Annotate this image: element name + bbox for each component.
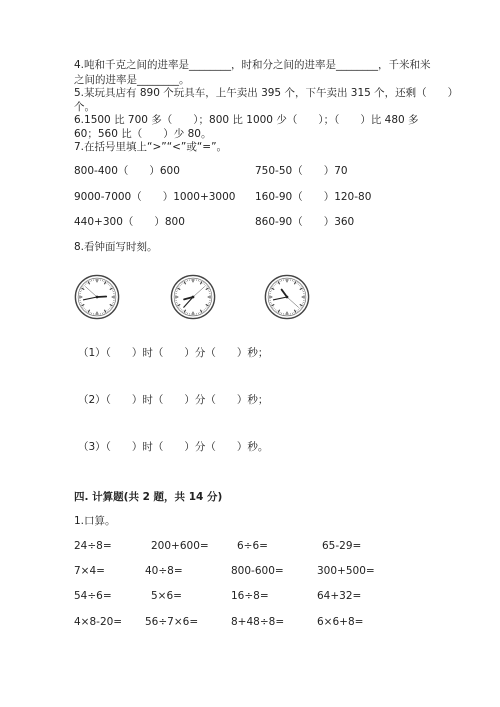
- calc-item: 6÷6=: [237, 540, 268, 552]
- calc-item: 64+32=: [317, 590, 362, 602]
- compare-item: 860-90（ ）360: [255, 216, 355, 228]
- clock-center-pin: [192, 296, 195, 299]
- section-heading: 四. 计算题(共 2 题，共 14 分): [74, 491, 223, 503]
- calc-item: 6×6+8=: [317, 616, 364, 628]
- clock-face-2: [170, 274, 216, 320]
- calc-item: 4×8-20=: [74, 616, 123, 628]
- question-8-prompt: 8.看钟面写时刻。: [74, 241, 158, 253]
- calc-item: 54÷6=: [74, 590, 112, 602]
- question-4-line-1: 4.吨和千克之间的进率是________，时和分之间的进率是________，千米和米: [74, 59, 431, 71]
- question-7-prompt: 7.在括号里填上“>”“<”或“=”。: [74, 141, 228, 153]
- calc-item: 7×4=: [74, 565, 105, 577]
- calc-item: 8+48÷8=: [231, 616, 285, 628]
- clock-face-3: [264, 274, 310, 320]
- compare-item: 160-90（ ）120-80: [255, 191, 372, 203]
- calc-item: 40÷8=: [145, 565, 183, 577]
- question-5-line-1: 5.某玩具店有 890 个玩具车，上午卖出 395 个，下午卖出 315 个，还剩（ ）: [74, 87, 459, 99]
- clock-center-pin: [96, 296, 99, 299]
- compare-item: 800-400（ ）600: [74, 165, 180, 177]
- calc-item: 800-600=: [231, 565, 284, 577]
- calc-item: 24÷8=: [74, 540, 112, 552]
- section-subheading: 1.口算。: [74, 515, 116, 527]
- question-5-line-2: 个。: [74, 101, 95, 113]
- time-answer-1: （1）（ ）时（ ）分（ ）秒；: [78, 347, 269, 359]
- calc-item: 16÷8=: [231, 590, 269, 602]
- clock-face-1: [74, 274, 120, 320]
- calc-item: 200+600=: [151, 540, 209, 552]
- compare-item: 9000-7000（ ）1000+3000: [74, 191, 236, 203]
- time-answer-3: （3）（ ）时（ ）分（ ）秒。: [78, 441, 269, 453]
- question-4-line-2: 之间的进率是________。: [74, 74, 190, 86]
- compare-item: 750-50（ ）70: [255, 165, 348, 177]
- question-6-line-1: 6.1500 比 700 多（ ）；800 比 1000 少（ ）；（ ）比 480 多: [74, 114, 419, 126]
- compare-item: 440+300（ ）800: [74, 216, 185, 228]
- calc-item: 5×6=: [151, 590, 182, 602]
- question-6-line-2: 60；560 比（ ）少 80。: [74, 128, 212, 140]
- calc-item: 65-29=: [322, 540, 362, 552]
- calc-item: 56÷7×6=: [145, 616, 199, 628]
- time-answer-2: （2）（ ）时（ ）分（ ）秒；: [78, 394, 269, 406]
- calc-item: 300+500=: [317, 565, 375, 577]
- clock-center-pin: [286, 296, 289, 299]
